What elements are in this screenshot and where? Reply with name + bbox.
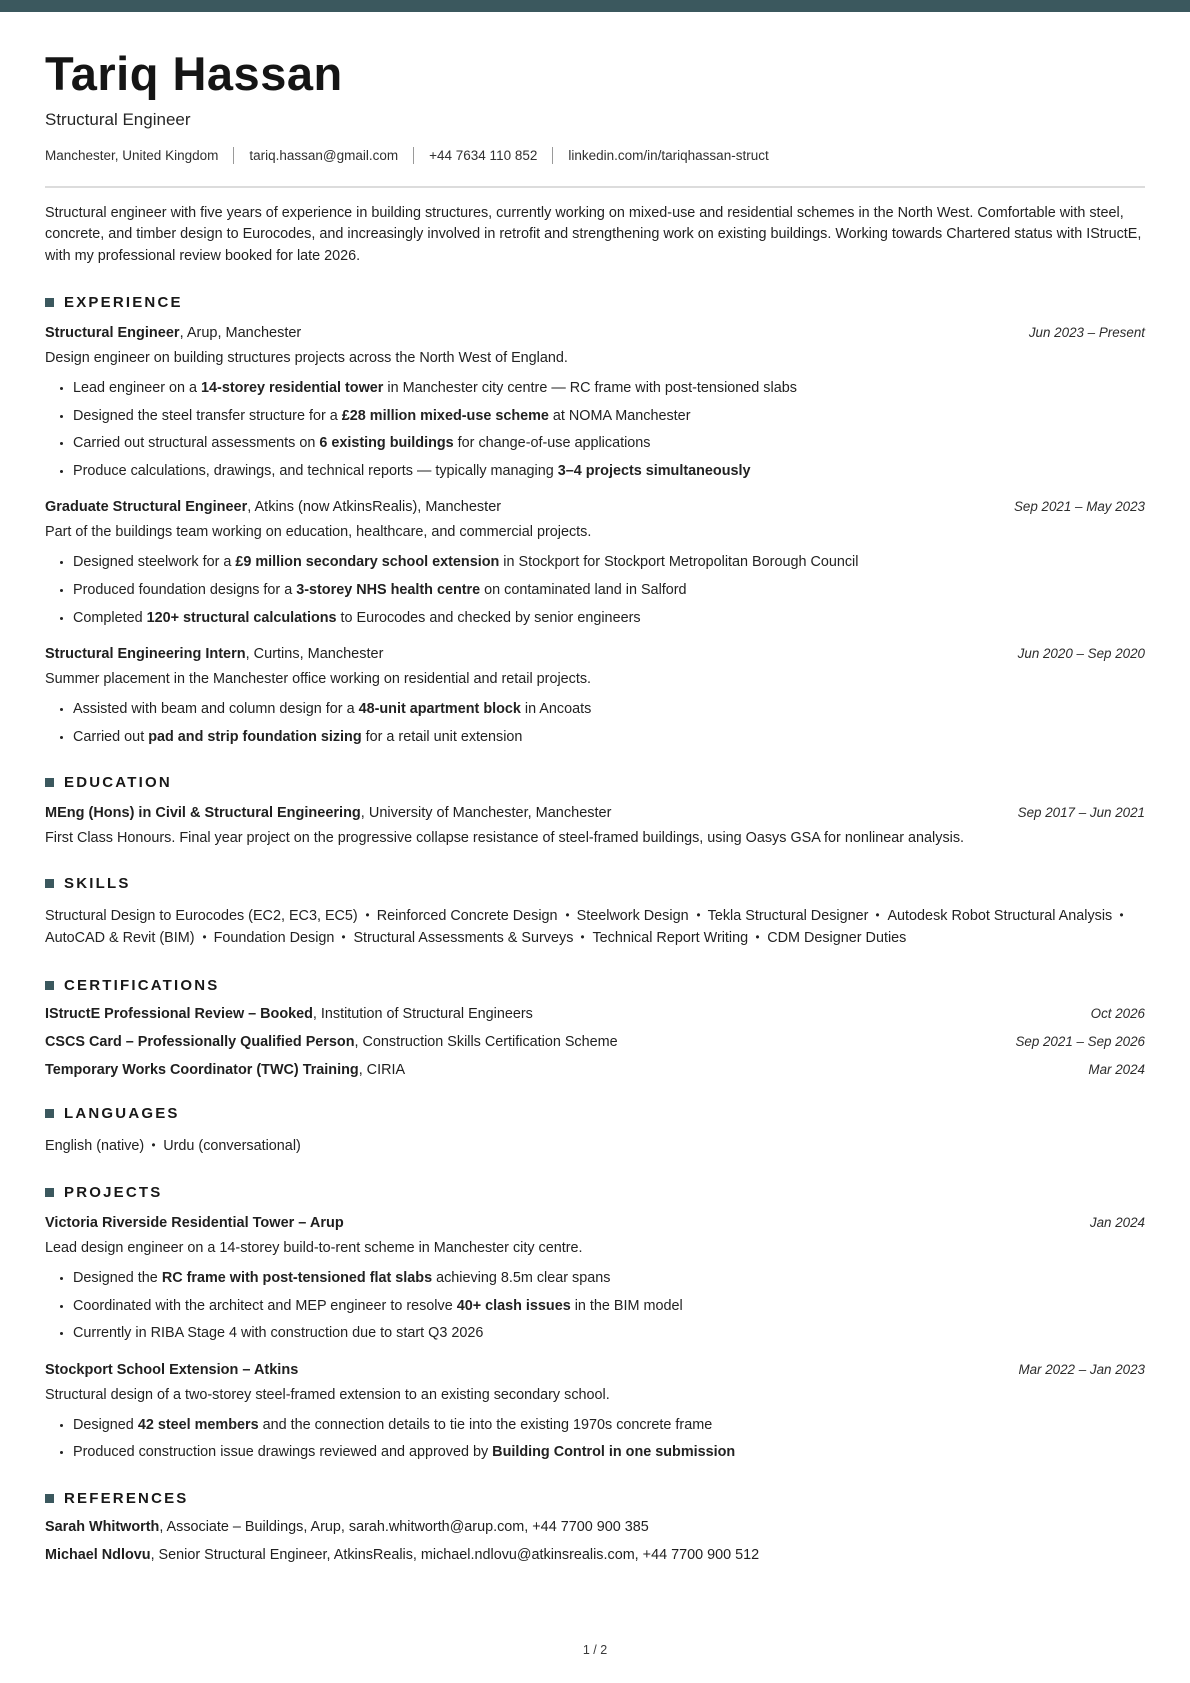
entry-bullet: [73, 699, 1145, 719]
entry-header: [45, 1215, 1145, 1231]
certification-row-title: Temporary Works Coordinator (TWC) Training: [45, 1061, 359, 1078]
section-heading-label: SKILLS: [64, 874, 131, 892]
entry-description: Design engineer on building structures projects across the North West of England.: [45, 349, 568, 366]
entry-bullet: [73, 461, 1145, 481]
section-marker-icon: [45, 1188, 54, 1197]
text-segment: Produced foundation designs for a: [73, 582, 297, 599]
entry-bullet: [73, 378, 1145, 398]
entry-bullet: [73, 727, 1145, 747]
highlighted-text: 48-unit apartment block: [358, 701, 521, 717]
entry-description: Structural design of a two-storey steel-framed extension to an existing secondary school.: [45, 1386, 610, 1403]
entry-title: [45, 1215, 344, 1231]
section-heading-label: CERTIFICATIONS: [64, 976, 220, 994]
skills-list: [45, 905, 1145, 950]
skill-item: Technical Report Writing: [592, 930, 749, 947]
entry-bullet: [73, 552, 1145, 572]
entry: [45, 325, 1145, 481]
certification-row-detail: , CIRIA: [358, 1061, 406, 1078]
contact-separator: [413, 147, 414, 164]
certification-row: [45, 1062, 1145, 1078]
text-segment: in the BIM model: [570, 1297, 683, 1314]
project-entries: [45, 1215, 1145, 1463]
entry-bullet: [73, 1415, 1145, 1435]
contact-item: Manchester, United Kingdom: [45, 148, 219, 163]
person-job-title: Structural Engineer: [45, 110, 191, 129]
section-marker-icon: [45, 879, 54, 888]
entry-bullet: [73, 433, 1145, 453]
reference-row-title: Michael Ndlovu: [45, 1546, 151, 1563]
certification-row-text: [45, 1062, 405, 1078]
section-marker-icon: [45, 1494, 54, 1503]
section-heading-label: REFERENCES: [64, 1489, 189, 1507]
highlighted-text: Building Control in one submission: [492, 1444, 736, 1461]
entry-bullet-list: [45, 1415, 1145, 1463]
section-marker-icon: [45, 1109, 54, 1118]
entry-title: [45, 499, 501, 515]
entry-title-bold: MEng (Hons) in Civil & Structural Engineering: [45, 804, 361, 821]
section-heading-experience: [45, 294, 1145, 311]
certification-row-detail: , Construction Skills Certification Scheme: [354, 1033, 618, 1050]
resume-page: [0, 46, 1190, 1563]
text-segment: for change-of-use applications: [453, 435, 651, 452]
entry-title: [45, 805, 611, 821]
section-marker-icon: [45, 778, 54, 787]
highlighted-text: £9 million secondary school extension: [235, 554, 500, 571]
entry-title-bold: Graduate Structural Engineer: [45, 499, 248, 516]
entry-description: Summer placement in the Manchester office working on residential and retail projects.: [45, 670, 592, 687]
highlighted-text: £28 million mixed-use scheme: [341, 407, 549, 424]
text-segment: in Manchester city centre — RC frame with post-tensioned slabs: [383, 380, 797, 397]
entry: [45, 1362, 1145, 1463]
text-segment: Completed: [73, 609, 147, 626]
entry-bullet: [73, 580, 1145, 600]
section-heading-label: EXPERIENCE: [64, 293, 183, 311]
reference-row: [45, 1519, 1145, 1535]
certification-row-title: CSCS Card – Professionally Qualified Person: [45, 1033, 355, 1050]
section-marker-icon: [45, 298, 54, 307]
entry-title: [45, 325, 301, 341]
highlighted-text: 42 steel members: [137, 1416, 259, 1433]
entry-title-rest: , Atkins (now AtkinsRealis), Manchester: [247, 499, 502, 516]
contact-item: tariq.hassan@gmail.com: [249, 148, 399, 163]
text-segment: Produced construction issue drawings reviewed and approved by: [73, 1444, 493, 1461]
highlighted-text: 40+ clash issues: [456, 1297, 571, 1314]
skill-item: Structural Design to Eurocodes (EC2, EC3, EC5): [45, 907, 358, 924]
entry-header: [45, 646, 1145, 662]
certification-row-date: Oct 2026: [1090, 1005, 1145, 1021]
bullet-separator: •: [1119, 909, 1124, 923]
text-segment: Assisted with beam and column design for a: [73, 701, 359, 717]
skill-item: AutoCAD & Revit (BIM): [45, 930, 195, 947]
entry: [45, 805, 1145, 848]
contact-line: [45, 147, 1145, 164]
highlighted-text: 6 existing buildings: [319, 435, 454, 452]
entry-title-bold: Victoria Riverside Residential Tower – Arup: [45, 1214, 344, 1231]
entry-bullet: [73, 608, 1145, 628]
experience-entries: [45, 325, 1145, 747]
skill-item: Tekla Structural Designer: [707, 907, 869, 924]
highlighted-text: RC frame with post-tensioned flat slabs: [161, 1270, 433, 1287]
bullet-separator: •: [755, 931, 760, 945]
entry-date: Jan 2024: [1089, 1214, 1145, 1230]
page-number: 1 / 2: [582, 1643, 608, 1657]
section-heading-skills: [45, 875, 1145, 892]
section-heading-label: PROJECTS: [64, 1183, 163, 1201]
summary-paragraph: Structural engineer with five years of experience in building structures, currently working on mixed-use and residential schemes in the North West. Comfortable with steel, concrete, and timber design to Eurocodes, and increasingly involved in retrofit and strengthening work on existing buildings. Working towards Chartered status with IStructE, with my professional review booked for late 2026.: [45, 205, 1142, 264]
section-heading-label: EDUCATION: [64, 773, 172, 791]
entry-bullet-list: [45, 1268, 1145, 1343]
skill-item: Reinforced Concrete Design: [376, 907, 558, 924]
text-segment: Produce calculations, drawings, and technical reports — typically managing: [73, 463, 558, 480]
section-heading-projects: [45, 1184, 1145, 1201]
certification-row: [45, 1034, 1145, 1050]
highlighted-text: 14-storey residential tower: [201, 380, 384, 397]
highlighted-text: 3–4 projects simultaneously: [557, 463, 751, 480]
contact-separator: [233, 147, 234, 164]
bullet-separator: •: [696, 909, 701, 923]
reference-row-title: Sarah Whitworth: [45, 1518, 160, 1535]
certification-row-detail: , Institution of Structural Engineers: [312, 1005, 533, 1022]
entry-title-bold: Structural Engineering Intern: [45, 645, 246, 662]
bullet-separator: •: [341, 931, 346, 945]
certification-row-date: Sep 2021 – Sep 2026: [1015, 1033, 1145, 1049]
highlighted-text: 120+ structural calculations: [146, 609, 337, 626]
text-segment: in Stockport for Stockport Metropolitan Borough Council: [499, 554, 859, 571]
contact-separator: [552, 147, 553, 164]
entry-title-rest: , Arup, Manchester: [179, 324, 302, 341]
languages-list: [45, 1135, 1145, 1157]
text-segment: Coordinated with the architect and MEP engineer to resolve: [73, 1297, 457, 1314]
entry-title-bold: Stockport School Extension – Atkins: [45, 1361, 299, 1378]
entry-header: [45, 805, 1145, 821]
entry-date: Jun 2023 – Present: [1028, 324, 1145, 340]
entry-header: [45, 1362, 1145, 1378]
entry-bullet: [73, 406, 1145, 426]
entry-date: Jun 2020 – Sep 2020: [1017, 645, 1145, 661]
skill-item: Steelwork Design: [576, 907, 689, 924]
text-segment: Carried out: [73, 728, 149, 745]
bullet-separator: •: [365, 909, 370, 923]
certification-rows: [45, 1006, 1145, 1078]
entry-title-rest: , University of Manchester, Manchester: [360, 804, 612, 821]
section-heading-education: [45, 774, 1145, 791]
highlighted-text: pad and strip foundation sizing: [148, 728, 362, 745]
skill-item: CDM Designer Duties: [767, 930, 907, 947]
certification-row: [45, 1006, 1145, 1022]
contact-item: +44 7634 110 852: [429, 148, 538, 163]
entry-bullet-list: [45, 552, 1145, 627]
text-segment: Designed steelwork for a: [73, 554, 236, 571]
entry-bullet-list: [45, 699, 1145, 747]
text-segment: and the connection details to tie into the existing 1970s concrete frame: [258, 1416, 713, 1433]
section-heading-references: [45, 1490, 1145, 1507]
reference-row: [45, 1547, 1145, 1563]
entry-description: First Class Honours. Final year project on the progressive collapse resistance of steel-framed buildings, using Oasys GSA for nonlinear analysis.: [45, 829, 965, 846]
text-segment: Carried out structural assessments on: [73, 435, 320, 452]
reference-row-text: [45, 1547, 759, 1563]
entry-header: [45, 325, 1145, 341]
section-heading-label: LANGUAGES: [64, 1104, 180, 1122]
bullet-separator: •: [151, 1139, 156, 1153]
skill-item: Foundation Design: [213, 930, 335, 947]
reference-row-detail: , Senior Structural Engineer, AtkinsRealis, michael.ndlovu@atkinsrealis.com, +44 7700 900 512: [150, 1546, 760, 1563]
entry-date: Mar 2022 – Jan 2023: [1018, 1361, 1145, 1377]
entry: [45, 499, 1145, 628]
entry-title: [45, 646, 383, 662]
certification-row-text: [45, 1034, 618, 1050]
language-item: Urdu (conversational): [163, 1137, 301, 1154]
entry-title-bold: Structural Engineer: [45, 324, 180, 341]
entry-header: [45, 499, 1145, 515]
person-name: Tariq Hassan: [45, 47, 343, 100]
entry-description: Lead design engineer on a 14-storey build-to-rent scheme in Manchester city centre.: [45, 1239, 583, 1256]
skill-item: Structural Assessments & Surveys: [353, 930, 574, 947]
bullet-separator: •: [565, 909, 570, 923]
section-heading-languages: [45, 1105, 1145, 1122]
entry-bullet-list: [45, 378, 1145, 481]
entry-title-rest: , Curtins, Manchester: [245, 645, 384, 662]
contact-item: linkedin.com/in/tariqhassan-struct: [568, 148, 769, 163]
text-segment: Designed the: [73, 1270, 162, 1287]
skill-item: Autodesk Robot Structural Analysis: [887, 907, 1113, 924]
bullet-separator: •: [202, 931, 207, 945]
text-segment: at NOMA Manchester: [548, 407, 691, 424]
reference-rows: [45, 1519, 1145, 1563]
text-segment: Lead engineer on a: [73, 380, 202, 397]
text-segment: Currently in RIBA Stage 4 with construction due to start Q3 2026: [73, 1325, 484, 1342]
bullet-separator: •: [875, 909, 880, 923]
text-segment: in Ancoats: [520, 701, 592, 717]
entry-bullet: [73, 1442, 1145, 1462]
text-segment: achieving 8.5m clear spans: [432, 1270, 611, 1287]
text-segment: to Eurocodes and checked by senior engineers: [336, 609, 641, 626]
entry-bullet: [73, 1296, 1145, 1316]
section-heading-certifications: [45, 977, 1145, 994]
text-segment: on contaminated land in Salford: [480, 582, 687, 599]
entry-title: [45, 1362, 298, 1378]
highlighted-text: 3-storey NHS health centre: [296, 582, 481, 599]
language-item: English (native): [45, 1137, 145, 1154]
entry: [45, 1215, 1145, 1344]
reference-row-text: [45, 1519, 649, 1535]
reference-row-detail: , Associate – Buildings, Arup, sarah.whitworth@arup.com, +44 7700 900 385: [159, 1518, 649, 1535]
certification-row-date: Mar 2024: [1088, 1061, 1145, 1077]
education-entries: [45, 805, 1145, 848]
top-accent-bar: [0, 0, 1190, 12]
certification-row-text: [45, 1006, 533, 1022]
text-segment: Designed the steel transfer structure for a: [73, 407, 342, 424]
header-divider: [45, 186, 1145, 188]
text-segment: Designed: [73, 1416, 138, 1433]
section-marker-icon: [45, 981, 54, 990]
entry-bullet: [73, 1323, 1145, 1343]
text-segment: for a retail unit extension: [361, 728, 523, 745]
certification-row-title: IStructE Professional Review – Booked: [45, 1005, 313, 1022]
bullet-separator: •: [580, 931, 585, 945]
entry-bullet: [73, 1268, 1145, 1288]
entry-description: Part of the buildings team working on education, healthcare, and commercial projects.: [45, 524, 592, 541]
entry-date: Sep 2017 – Jun 2021: [1017, 804, 1145, 820]
entry: [45, 646, 1145, 747]
entry-date: Sep 2021 – May 2023: [1013, 499, 1145, 515]
